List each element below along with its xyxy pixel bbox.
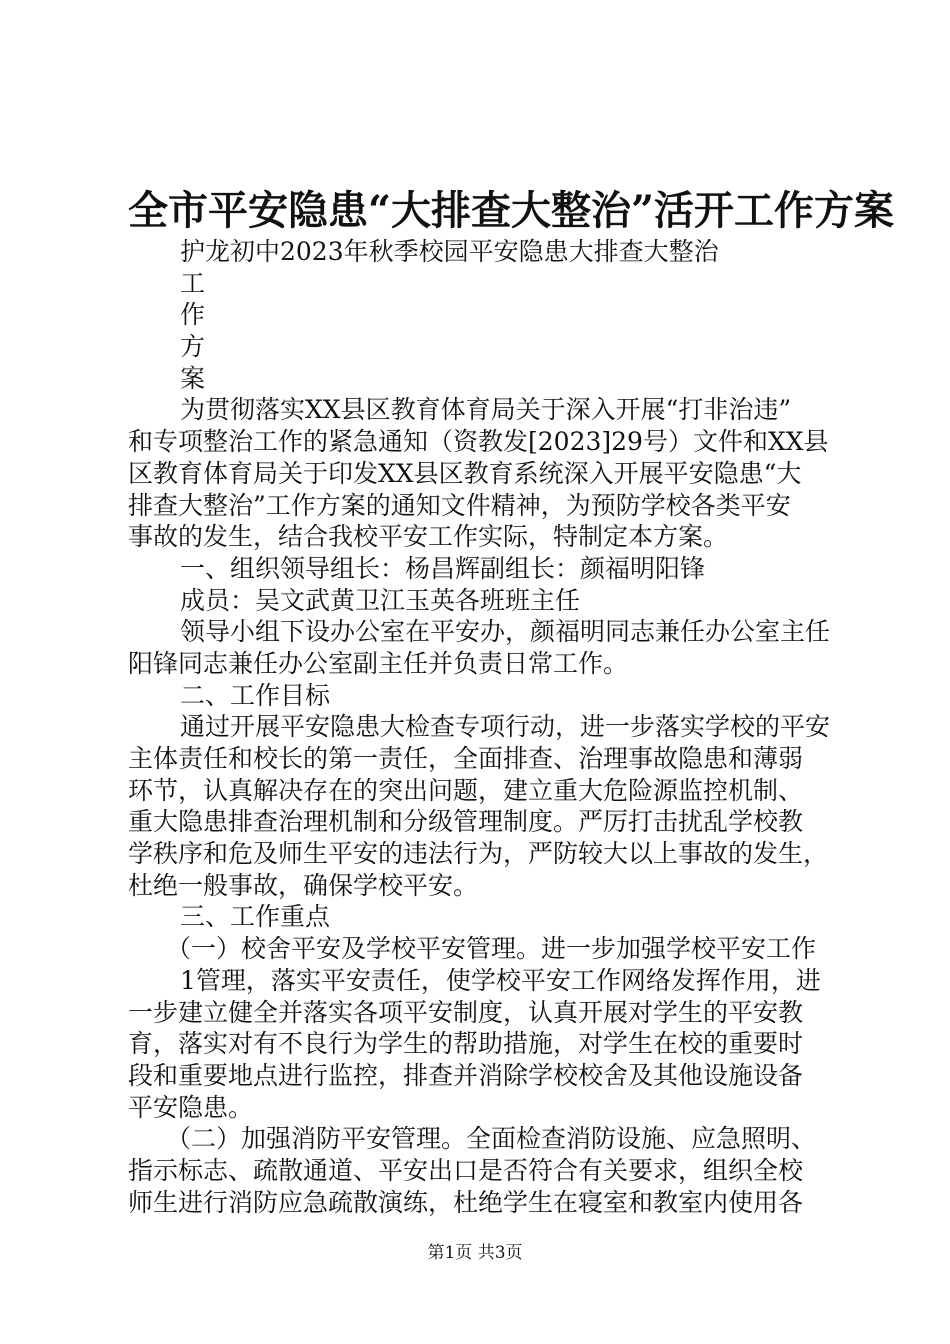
paragraph-line: 和专项整治工作的紧急通知（资教发[2023]29号）文件和XX县 <box>128 427 829 457</box>
paragraph-line: （二）加强消防平安管理。全面检查消防设施、应急照明、 <box>166 1124 817 1154</box>
paragraph-line: 排查大整治”工作方案的通知文件精神，为预防学校各类平安 <box>128 490 791 520</box>
paragraph-line: 1管理，落实平安责任，使学校平安工作网络发挥作用，进 <box>180 965 821 995</box>
paragraph-line: （一）校舍平安及学校平安管理。进一步加强学校平安工作 <box>166 934 817 964</box>
paragraph-line: 通过开展平安隐患大检查专项行动，进一步落实学校的平安 <box>180 712 831 742</box>
paragraph-line: 成员：吴文武黄卫江玉英各班班主任 <box>180 585 581 615</box>
document-title: 全市平安隐患“大排查大整治”活开工作方案 <box>128 187 895 234</box>
paragraph-line: 重大隐患排查治理机制和分级管理制度。严厉打击扰乱学校教 <box>128 807 804 837</box>
paragraph-line: 平安隐患。 <box>128 1092 254 1122</box>
subtitle-char: 方 <box>180 332 206 362</box>
paragraph-line: 一步建立健全并落实各项平安制度，认真开展对学生的平安教 <box>128 997 804 1027</box>
paragraph-line: 师生进行消防应急疏散演练，杜绝学生在寝室和教室内使用各 <box>128 1187 804 1217</box>
subtitle-char: 案 <box>180 363 206 393</box>
paragraph-line: 主体责任和校长的第一责任，全面排查、治理事故隐患和薄弱 <box>128 744 804 773</box>
section-heading: 二、工作目标 <box>180 680 331 710</box>
paragraph-line: 学秩序和危及师生平安的违法行为，严防较大以上事故的发生， <box>128 839 829 869</box>
paragraph-line: 事故的发生，结合我校平安工作实际，特制定本方案。 <box>128 522 729 552</box>
paragraph-line: 段和重要地点进行监控，排查并消除学校校舍及其他设施设备 <box>128 1060 804 1090</box>
paragraph-line: 环节，认真解决存在的突出问题，建立重大危险源监控机制、 <box>128 775 804 805</box>
subtitle-char: 作 <box>180 300 206 330</box>
document-body <box>128 236 846 1218</box>
paragraph-line: 指示标志、疏散通道、平安出口是否符合有关要求，组织全校 <box>128 1155 804 1185</box>
section-heading: 一、组织领导组长：杨昌辉副组长：颜福明阳锋 <box>180 553 706 583</box>
section-heading: 三、工作重点 <box>180 902 331 932</box>
paragraph-line: 区教育体育局关于印发XX县区教育系统深入开展平安隐患“大 <box>128 458 802 488</box>
paragraph-line: 育，落实对有不良行为学生的帮助措施，对学生在校的重要时 <box>128 1029 804 1059</box>
subtitle-line: 护龙初中2023年秋季校园平安隐患大排查大整治 <box>180 237 719 266</box>
paragraph-line: 领导小组下设办公室在平安办，颜福明同志兼任办公室主任 <box>180 617 831 647</box>
subtitle-char: 工 <box>180 268 206 298</box>
paragraph-line: 杜绝一般事故，确保学校平安。 <box>128 870 479 900</box>
page-footer: 第1页 共3页 <box>427 1243 523 1263</box>
paragraph-line: 为贯彻落实XX县区教育体育局关于深入开展“打非治违” <box>180 395 792 425</box>
paragraph-line: 阳锋同志兼任办公室副主任并负责日常工作。 <box>128 648 629 678</box>
